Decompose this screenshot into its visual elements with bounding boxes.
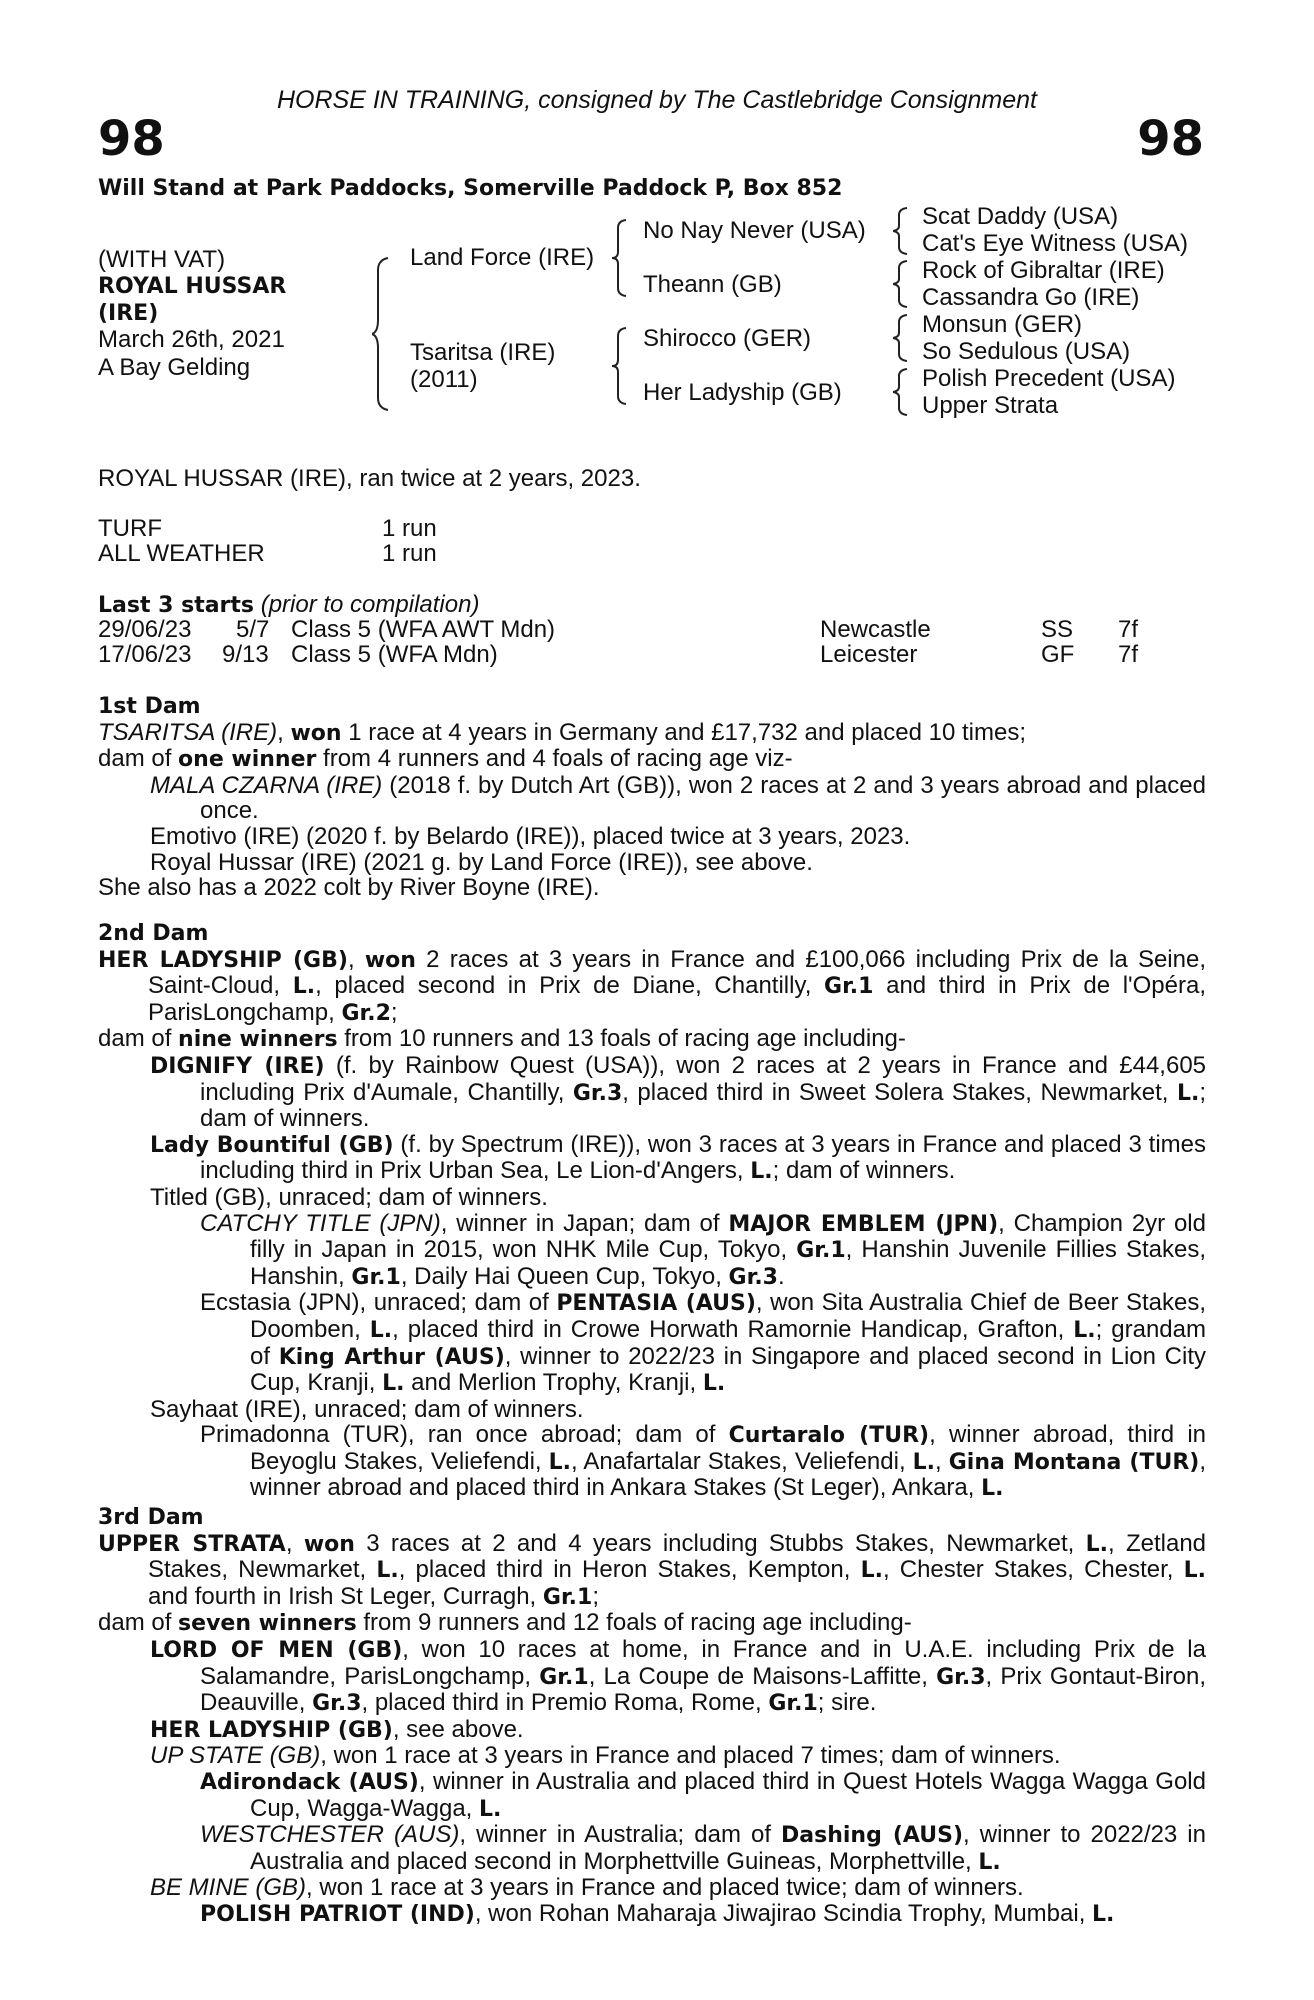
first-dam-section <box>98 694 1206 901</box>
produce-entry: Emotivo (IRE) (2020 f. by Belardo (IRE)), placed twice at 3 years, 2023. <box>150 822 911 850</box>
produce-entry: HER LADYSHIP (GB), see above. <box>150 1715 524 1743</box>
third-dam-section <box>98 1505 1206 1928</box>
pedigree-sdd: Cassandra Go (IRE) <box>922 284 1140 311</box>
pedigree-dam-year: (2011) <box>410 366 478 393</box>
first-dam-produce-summary: dam of one winner from 4 runners and 4 foals of racing age viz- <box>98 745 793 773</box>
pedigree-dam-dam: Her Ladyship (GB) <box>643 379 842 406</box>
start-race: Class 5 (WFA AWT Mdn) <box>291 616 556 643</box>
record-turf-label: TURF <box>98 515 162 542</box>
pedigree-dds: Polish Precedent (USA) <box>922 365 1176 392</box>
produce-entry: Adirondack (AUS), winner in Australia and placed third in Quest Hotels Wagga Wagga Gold Cup, Wagga-Wagga, L. <box>200 1767 1206 1822</box>
start-race: Class 5 (WFA Mdn) <box>291 641 498 668</box>
pedigree-brace-main <box>372 256 396 412</box>
pedigree-brace-ds <box>893 313 913 363</box>
pedigree-ssd: Cat's Eye Witness (USA) <box>922 230 1188 257</box>
pedigree-brace-dd <box>893 367 913 417</box>
start-position: 9/13 <box>222 641 269 668</box>
pedigree-dss: Monsun (GER) <box>922 311 1083 338</box>
first-dam-record: TSARITSA (IRE), won 1 race at 4 years in Germany and £17,732 and placed 10 times; <box>98 718 1026 746</box>
third-dam-produce-summary: dam of seven winners from 9 runners and 12 foals of racing age including- <box>98 1609 912 1637</box>
produce-entry: BE MINE (GB), won 1 race at 3 years in France and placed twice; dam of winners. <box>150 1874 1024 1902</box>
produce-entry: WESTCHESTER (AUS), winner in Australia; dam of Dashing (AUS), winner to 2022/23 in Australia and placed second in Morphettville Guineas, Morphettville, L. <box>200 1821 1206 1875</box>
pedigree-sss: Scat Daddy (USA) <box>922 203 1119 230</box>
first-dam-note: She also has a 2022 colt by River Boyne (IRE). <box>98 874 600 902</box>
start-distance: 7f <box>1118 641 1139 668</box>
pedigree-brace-sd <box>893 259 913 309</box>
produce-entry: UP STATE (GB), won 1 race at 3 years in France and placed 7 times; dam of winners. <box>150 1742 1061 1770</box>
start-date: 29/06/23 <box>98 616 192 643</box>
record-aw-label: ALL WEATHER <box>98 540 265 567</box>
produce-entry: CATCHY TITLE (JPN), winner in Japan; dam of MAJOR EMBLEM (JPN), Champion 2yr old filly in Japan in 2015, won NHK Mile Cup, Tokyo, Gr.1, Hanshin Juvenile Fillies Stakes, Hanshin, Gr.1, Daily Hai Queen Cup, Tokyo, Gr.3. <box>200 1209 1206 1290</box>
pedigree-dam: Tsaritsa (IRE) <box>410 339 556 366</box>
last-starts-heading: Last 3 starts (prior to compilation) <box>98 591 480 618</box>
produce-entry: Titled (GB), unraced; dam of winners. <box>150 1183 548 1211</box>
stand-location: Will Stand at Park Paddocks, Somerville Paddock P, Box 852 <box>98 176 843 201</box>
record-aw-runs: 1 run <box>382 540 437 567</box>
second-dam-heading: 2nd Dam <box>98 921 209 946</box>
horse-name: ROYAL HUSSAR <box>98 274 287 299</box>
start-going: GF <box>1041 641 1075 668</box>
start-course: Leicester <box>820 641 918 668</box>
pedigree-sire-sire: No Nay Never (USA) <box>643 217 866 244</box>
pedigree-sire: Land Force (IRE) <box>410 244 595 271</box>
third-dam-heading: 3rd Dam <box>98 1505 204 1530</box>
produce-entry: LORD OF MEN (GB), won 10 races at home, in France and in U.A.E. including Prix de la Salamandre, ParisLongchamp, Gr.1, La Coupe de Maisons-Laffitte, Gr.3, Prix Gontaut-Biron, Deauville, Gr.3, placed third in Premio Roma, Rome, Gr.1; sire. <box>150 1635 1207 1717</box>
lot-number-right: 98 <box>1137 111 1204 167</box>
produce-entry: Lady Bountiful (GB) (f. by Spectrum (IRE)), won 3 races at 3 years in France and placed 3 times including third in Prix Urban Sea, Le Lion-d'Angers, L.; dam of winners. <box>150 1130 1206 1185</box>
produce-entry: DIGNIFY (IRE) (f. by Rainbow Quest (USA)), won 2 races at 2 years in France and £44,605 including Prix d'Aumale, Chantilly, Gr.3, placed third in Sweet Solera Stakes, Newmarket, L.; dam of winners. <box>150 1051 1207 1133</box>
catalogue-subtitle: HORSE IN TRAINING, consigned by The Castlebridge Consignment <box>276 86 1038 114</box>
produce-entry: Sayhaat (IRE), unraced; dam of winners. <box>150 1395 584 1423</box>
produce-entry: MALA CZARNA (IRE) (2018 f. by Dutch Art (GB)), won 2 races at 2 and 3 years abroad and placed once. <box>150 771 1207 825</box>
start-going: SS <box>1041 616 1074 643</box>
last-starts-note: (prior to compilation) <box>260 591 480 618</box>
pedigree-dsd: So Sedulous (USA) <box>922 338 1131 365</box>
pedigree-sire-dam: Theann (GB) <box>643 271 782 298</box>
start-distance: 7f <box>1118 616 1139 643</box>
start-course: Newcastle <box>820 616 931 643</box>
foaling-date: March 26th, 2021 <box>98 326 285 353</box>
record-turf-runs: 1 run <box>382 515 437 542</box>
second-dam-produce-summary: dam of nine winners from 10 runners and 13 foals of racing age including- <box>98 1025 906 1053</box>
produce-entry: Royal Hussar (IRE) (2021 g. by Land Force (IRE)), see above. <box>150 848 813 876</box>
produce-entry: Ecstasia (JPN), unraced; dam of PENTASIA (AUS), won Sita Australia Chief de Beer Stakes, Doomben, L., placed third in Crowe Horwath Ramornie Handicap, Grafton, L.; grandam of King Arthur (AUS), winner to 2022/23 in Singapore and placed second in Lion City Cup, Kranji, L. and Merlion Trophy, Kranji, L. <box>200 1289 1207 1397</box>
third-dam-record: UPPER STRATA, won 3 races at 2 and 4 years including Stubbs Stakes, Newmarket, L., Zetland Stakes, Newmarket, L., placed third in Heron Stakes, Kempton, L., Chester Stakes, Chester, L. and fourth in Irish St Leger, Curragh, Gr.1; <box>98 1529 1207 1610</box>
start-date: 17/06/23 <box>98 641 192 668</box>
first-dam-heading: 1st Dam <box>98 694 201 719</box>
second-dam-section <box>98 921 1206 1502</box>
second-dam-record: HER LADYSHIP (GB), won 2 races at 3 years in France and £100,066 including Prix de la Seine, Saint-Cloud, L., placed second in Prix de Diane, Chantilly, Gr.1 and third in Prix de l'Opéra, ParisLongchamp, Gr.2; <box>98 945 1207 1026</box>
start-position: 5/7 <box>236 616 270 643</box>
lot-number-left: 98 <box>98 111 165 167</box>
pedigree-brace-dam <box>612 326 632 406</box>
pedigree-brace-ss <box>893 206 913 256</box>
produce-entry: Primadonna (TUR), ran once abroad; dam of Curtaralo (TUR), winner abroad, third in Beyoglu Stakes, Veliefendi, L., Anafartalar Stakes, Veliefendi, L., Gina Montana (TUR), winner abroad and placed third in Ankara Stakes (St Leger), Ankara, L. <box>200 1421 1207 1502</box>
produce-entry: POLISH PATRIOT (IND), won Rohan Maharaja Jiwajirao Scindia Trophy, Mumbai, L. <box>200 1899 1115 1927</box>
pedigree-dam-sire: Shirocco (GER) <box>643 325 812 352</box>
vat-note: (WITH VAT) <box>98 246 226 273</box>
pedigree-sds: Rock of Gibraltar (IRE) <box>922 257 1165 284</box>
horse-description: A Bay Gelding <box>98 354 251 381</box>
pedigree-brace-sire <box>612 218 632 298</box>
horse-name-suffix: (IRE) <box>98 301 159 326</box>
pedigree-ddd: Upper Strata <box>922 392 1059 419</box>
race-summary: ROYAL HUSSAR (IRE), ran twice at 2 years, 2023. <box>98 465 641 492</box>
